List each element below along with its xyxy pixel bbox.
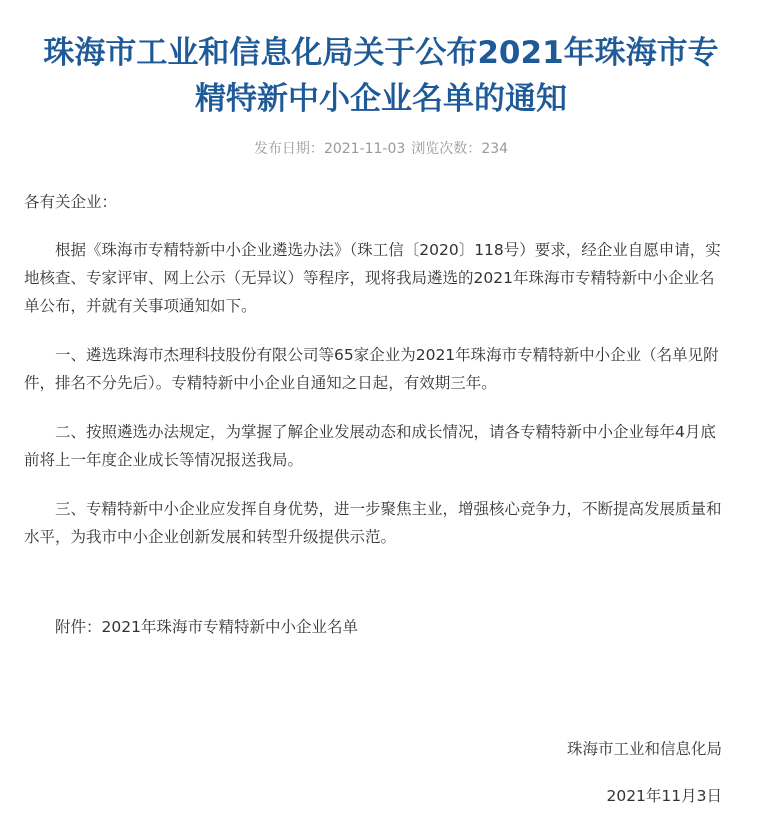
paragraph-item-3: 三、专精特新中小企业应发挥自身优势，进一步聚焦主业，增强核心竞争力，不断提高发展质量和水平，为我市中小企业创新发展和转型升级提供示范。 [24,500,722,546]
paragraph-item-2: 二、按照遴选办法规定，为掌握了解企业发展动态和成长情况，请各专精特新中小企业每年4月底前将上一年度企业成长等情况报送我局。 [24,423,716,469]
article-body [24,188,729,662]
article-meta [0,139,762,159]
attachment-note: 附件：2021年珠海市专精特新中小企业名单 [55,618,358,636]
article-title-line-1: 珠海市工业和信息化局关于公布2021年珠海市专 [43,35,719,71]
publish-date-label: 发布日期： [253,141,324,157]
salutation: 各有关企业： [24,193,118,211]
paragraph-item-1: 一、遴选珠海市杰理科技股份有限公司等65家企业为2021年珠海市专精特新中小企业（名单见附件，排名不分先后）。专精特新中小企业自通知之日起，有效期三年。 [24,346,719,392]
signature: 珠海市工业和信息化局 [566,740,722,758]
article-title-line-2: 精特新中小企业名单的通知 [195,81,567,117]
article-title [0,30,762,122]
views-label: 浏览次数： [411,141,482,157]
publish-date: 2021-11-03 [323,141,406,157]
views-count: 234 [481,141,509,157]
signature-date: 2021年11月3日 [606,787,722,805]
paragraph-intro: 根据《珠海市专精特新中小企业遴选办法》（珠工信〔2020〕118号）要求，经企业自愿申请，实地核查、专家评审、网上公示（无异议）等程序，现将我局遴选的2021年珠海市专精特新中小企业名单公布，并就有关事项通知如下。 [24,241,721,315]
